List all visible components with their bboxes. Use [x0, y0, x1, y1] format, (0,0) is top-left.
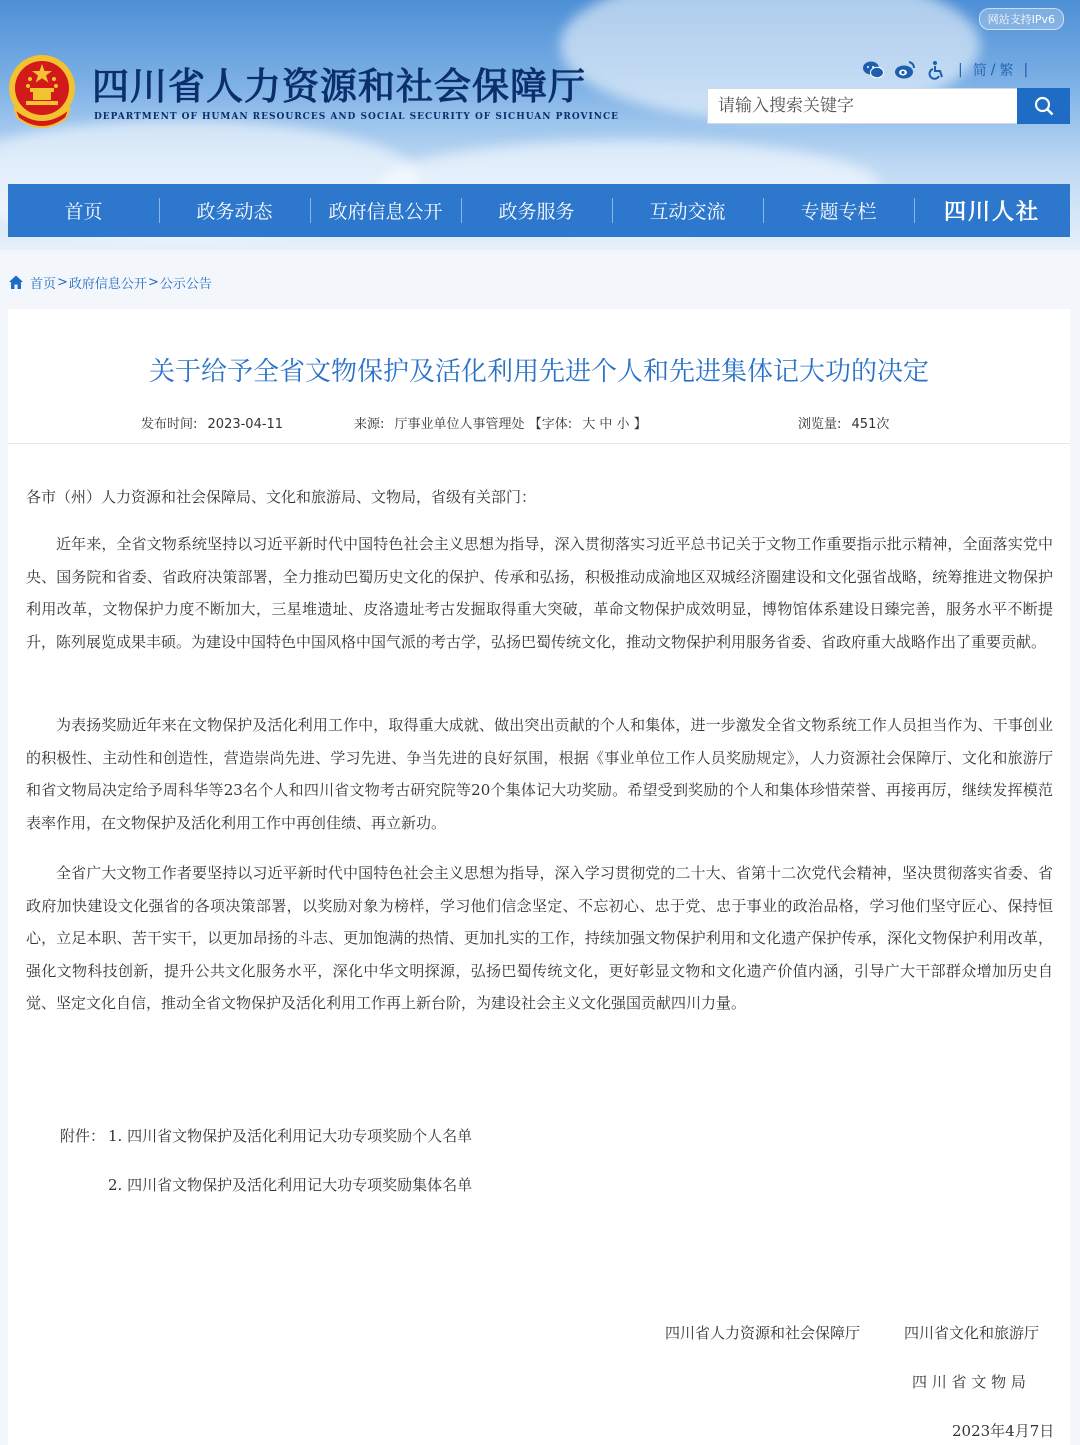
toolbar-divider-end: | [1023, 62, 1029, 78]
breadcrumb-announcements[interactable]: 公示公告 [159, 276, 212, 292]
toolbar-divider: | [958, 62, 963, 78]
nav-item-news[interactable]: 政务动态 [159, 184, 310, 237]
paragraph-2: 为表扬奖励近年来在文物保护及活化利用工作中，取得重大成就、做出突出贡献的个人和集体，进一步激发全省文物系统工作人员担当作为、干事创业的积极性、主动性和创造性，营造崇尚先进、学习先进、争当先进的良好氛围，根据《事业单位工作人员奖励规定》，人力资源社会保障厅、文化和旅游厅和省文物局决定给予周科华等23名个人和四川省文物考古研究院等20个集体记大功奖励。希望受到奖励的个人和集体珍惜荣誉、再接再厉，继续发挥模范表率作用，在文物保护及活化利用工作中再创佳绩、再立新功。 [26, 716, 1053, 832]
wechat-icon[interactable] [862, 59, 884, 81]
title-divider [8, 443, 1070, 444]
source-label: 来源: [354, 417, 385, 432]
lang-separator: / [990, 62, 996, 78]
site-subtitle: DEPARTMENT OF HUMAN RESOURCES AND SOCIAL SECURITY OF SICHUAN PROVINCE [94, 112, 619, 122]
attachment-link-2[interactable]: 2. 四川省文物保护及活化利用记大功专项奖励集体名单 [108, 1176, 473, 1194]
nav-item-topics[interactable]: 专题专栏 [763, 184, 914, 237]
header-toolbar [862, 58, 1028, 82]
source-info [354, 413, 647, 432]
nav-item-gov-info[interactable]: 政府信息公开 [310, 184, 461, 237]
main-nav [8, 184, 1070, 237]
font-size-large[interactable]: 大 [582, 417, 596, 432]
breadcrumb-separator: > [147, 274, 159, 290]
breadcrumb-gov-info[interactable]: 政府信息公开 [68, 276, 147, 292]
breadcrumb [8, 272, 212, 292]
search-icon [1034, 96, 1054, 116]
nav-item-home[interactable]: 首页 [64, 201, 103, 223]
home-icon [8, 274, 24, 290]
article-container [8, 309, 1070, 1445]
paragraph-3: 全省广大文物工作者要坚持以习近平新时代中国特色社会主义思想为指导，深入学习贯彻党的二十大、省第十二次党代会精神，坚决贯彻落实省委、省政府加快建设文化强省的各项决策部署，以奖励对象为榜样，学习他们信念坚定、不忘初心、忠于党、忠于事业的政治品格，学习他们坚守匠心、保持恒心，立足本职、苦干实干，以更加昂扬的斗志、更加饱满的热情、更加扎实的工作，持续加强文物保护利用和文化遗产保护传承，深化文物保护利用改革，强化文物科技创新，提升公共文化服务水平，深化中华文明探源，弘扬巴蜀传统文化，更好彰显文物和文化遗产价值内涵，引导广大干部群众增加历史自觉、坚定文化自信，推动全省文物保护及活化利用工作再上新台阶，为建设社会主义文化强国贡献四川力量。 [26, 864, 1053, 1013]
nav-item-services[interactable]: 政务服务 [461, 184, 612, 237]
views-label: 浏览量: [798, 417, 842, 432]
paragraph-1: 近年来，全省文物系统坚持以习近平新时代中国特色社会主义思想为指导，深入贯彻落实习近平总书记关于文物工作重要指示批示精神，全面落实党中央、国务院和省委、省政府决策部署，全力推动巴蜀历史文化的保护、传承和弘扬，积极推动成渝地区双城经济圈建设和文化强省战略，统筹推进文物保护利用改革，文物保护力度不断加大，三星堆遗址、皮洛遗址考古发掘取得重大突破，革命文物保护成效明显，博物馆体系建设日臻完善，服务水平不断提升，陈列展览成果丰硕。为建设中国特色中国风格中国气派的考古学，弘扬巴蜀传统文化，推动文物保护利用服务省委、省政府重大战略作出了重要贡献。 [26, 535, 1053, 651]
accessibility-icon[interactable] [926, 59, 948, 81]
signature-date: 2023年4月7日 [952, 1422, 1055, 1440]
publish-label: 发布时间: [141, 417, 198, 432]
breadcrumb-home[interactable]: 首页 [30, 276, 57, 292]
salutation: 各市（州）人力资源和社会保障局、文化和旅游局、文物局，省级有关部门： [26, 488, 537, 506]
national-emblem-icon [8, 52, 76, 128]
nav-item-interaction[interactable]: 互动交流 [612, 184, 763, 237]
attachment-link-1[interactable]: 1. 四川省文物保护及活化利用记大功专项奖励个人名单 [108, 1127, 473, 1145]
publish-info [141, 413, 283, 432]
signature-hrss: 四川省人力资源和社会保障厅 [665, 1324, 861, 1342]
breadcrumb-separator: > [57, 274, 68, 290]
site-title[interactable]: 四川省人力资源和社会保障厅 [92, 64, 586, 108]
font-size-open: 【字体: [528, 417, 573, 432]
font-size-small[interactable]: 小 [616, 417, 630, 432]
lang-traditional-link[interactable]: 繁 [999, 63, 1014, 79]
views-count: 451次 [851, 417, 890, 432]
search-button[interactable] [1017, 88, 1070, 124]
source-value: 厅事业单位人事管理处 [394, 417, 525, 432]
font-size-close: 】 [633, 417, 647, 432]
attachments-label: 附件： [60, 1127, 106, 1145]
ipv6-badge: 网站支持IPv6 [979, 8, 1064, 30]
font-size-medium[interactable]: 中 [599, 417, 613, 432]
weibo-icon[interactable] [894, 59, 916, 81]
signature-cultural-relics: 四 川 省 文 物 局 [912, 1373, 1026, 1391]
article-title: 关于给予全省文物保护及活化利用先进个人和先进集体记大功的决定 [148, 357, 929, 387]
nav-brand-sichuan-hrss[interactable]: 四川人社 [914, 184, 1070, 237]
lang-simplified-link[interactable]: 简 [972, 63, 987, 79]
publish-date: 2023-04-11 [207, 417, 284, 432]
views-info [798, 413, 889, 432]
signature-culture-tourism: 四川省文化和旅游厅 [904, 1324, 1040, 1342]
search-box [707, 88, 1070, 124]
search-input[interactable] [707, 88, 1017, 124]
